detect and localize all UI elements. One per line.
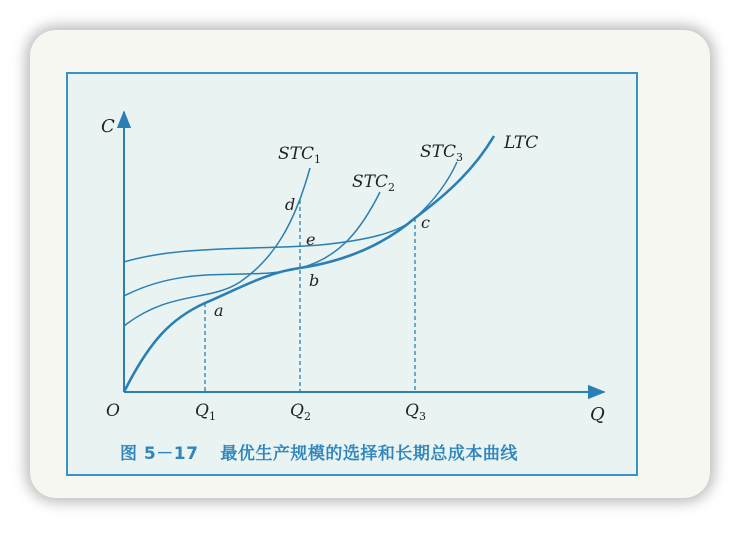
y-axis-label: C	[101, 116, 115, 137]
origin-label: O	[106, 401, 120, 421]
point-c-label: c	[421, 213, 430, 232]
x-axis-label: Q	[590, 404, 605, 425]
caption-title: 最优生产规模的选择和长期总成本曲线	[220, 443, 518, 464]
point-e-label: e	[306, 230, 316, 249]
stc1-label: $STC_1$	[278, 144, 321, 166]
figure-caption	[120, 436, 590, 466]
stc2-label: $STC_2$	[352, 172, 395, 194]
stc2-curve	[124, 192, 380, 296]
ltc-curve	[124, 136, 494, 392]
caption-number: 图 5－17	[120, 443, 199, 464]
point-a-label: a	[214, 301, 224, 320]
ltc-label: LTC	[504, 133, 539, 153]
stc3-label: $STC_3$	[420, 142, 463, 164]
tick-q3: $Q_3$	[405, 401, 426, 423]
tick-q2: $Q_2$	[290, 401, 311, 423]
point-b-label: b	[309, 271, 320, 290]
point-d-label: d	[285, 195, 296, 214]
tick-q1: $Q_1$	[195, 401, 216, 423]
